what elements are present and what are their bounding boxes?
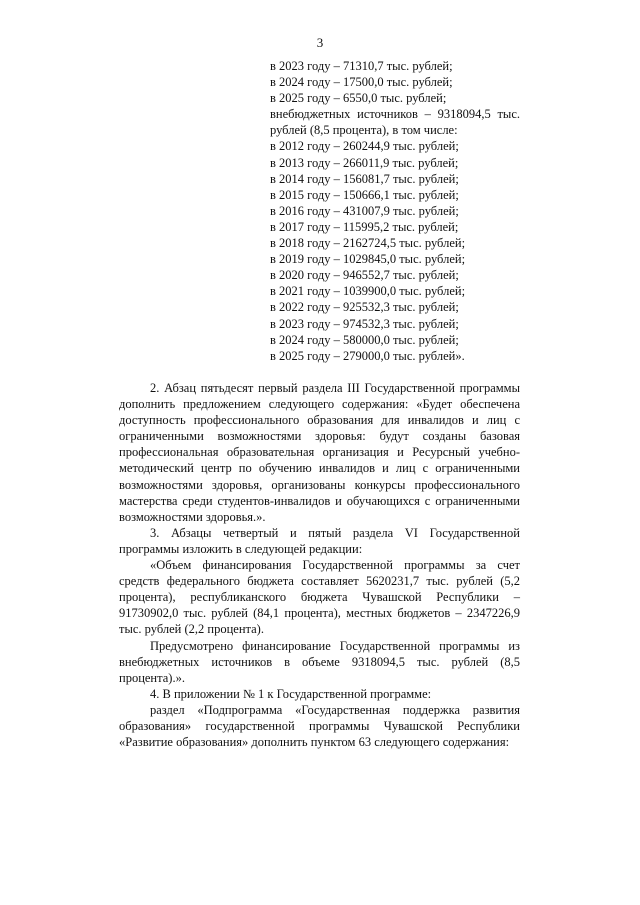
funding-line: в 2022 году – 925532,3 тыс. рублей; [270,300,459,315]
funding-line: в 2019 году – 1029845,0 тыс. рублей; [270,252,466,267]
funding-line: в 2015 году – 150666,1 тыс. рублей; [270,187,459,202]
paragraph-item-3: 3. Абзацы четвертый и пятый раздела VI Государственной программы изложить в следующей редакции: [119,525,520,556]
funding-line: в 2021 году – 1039900,0 тыс. рублей; [270,284,466,299]
funding-line-extrabudgetary: внебюджетных источников – 9318094,5 тыс. рублей (8,5 процента), в том числе: [270,107,520,138]
funding-line: в 2024 году – 580000,0 тыс. рублей; [270,332,459,347]
funding-line: в 2024 году – 17500,0 тыс. рублей; [270,75,453,90]
paragraph-item-2: 2. Абзац пятьдесят первый раздела III Государственной программы дополнить предложением следующего содержания: «Будет обеспечена доступность профессионального образования для инвалидов и лиц с ограниченными возможностями здоровья: будут созданы базовая профессиональная образовательная организация и Ресурсный учебно-методический центр по обучению инвалидов и лиц с ограниченными возможностями здоровья, организованы конкурсы профессионального мастерства среди студентов-инвалидов и обучающихся с ограниченными возможностями здоровья.». [119,381,520,524]
funding-line: в 2012 году – 260244,9 тыс. рублей; [270,139,459,154]
paragraph-extrabudgetary: Предусмотрено финансирование Государственной программы из внебюджетных источников в объеме 9318094,5 тыс. рублей (8,5 процента).». [119,638,520,685]
funding-line: в 2023 году – 71310,7 тыс. рублей; [270,59,453,73]
funding-line: в 2017 году – 115995,2 тыс. рублей; [270,219,459,234]
page-number: 3 [316,35,324,50]
paragraph-item-4: 4. В приложении № 1 к Государственной программе: [150,686,432,701]
funding-line: в 2013 году – 266011,9 тыс. рублей; [270,155,459,170]
funding-line: в 2023 году – 974532,3 тыс. рублей; [270,316,459,331]
funding-line: в 2014 году – 156081,7 тыс. рублей; [270,171,459,186]
funding-line: в 2016 году – 431007,9 тыс. рублей; [270,203,459,218]
funding-line: в 2025 году – 279000,0 тыс. рублей». [270,348,465,363]
paragraph-subprogram: раздел «Подпрограмма «Государственная поддержка развития образования» государственной программы Чувашской Республики «Развитие образования» дополнить пунктом 63 следующего содержания: [119,702,520,750]
funding-list [270,58,520,364]
funding-line: в 2020 году – 946552,7 тыс. рублей; [270,268,459,283]
funding-line: в 2018 году – 2162724,5 тыс. рублей; [270,236,466,251]
amendments-body [119,380,520,750]
funding-line: в 2025 году – 6550,0 тыс. рублей; [270,91,447,106]
paragraph-quote-funding: «Объем финансирования Государственной программы за счет средств федерального бюджета составляет 5620231,7 тыс. рублей (5,2 процента), республиканского бюджета Чувашской Республики – 91730902,0 тыс. рублей (84,1 процента), местных бюджетов – 2347226,9 тыс. рублей (2,2 процента). [119,558,520,637]
